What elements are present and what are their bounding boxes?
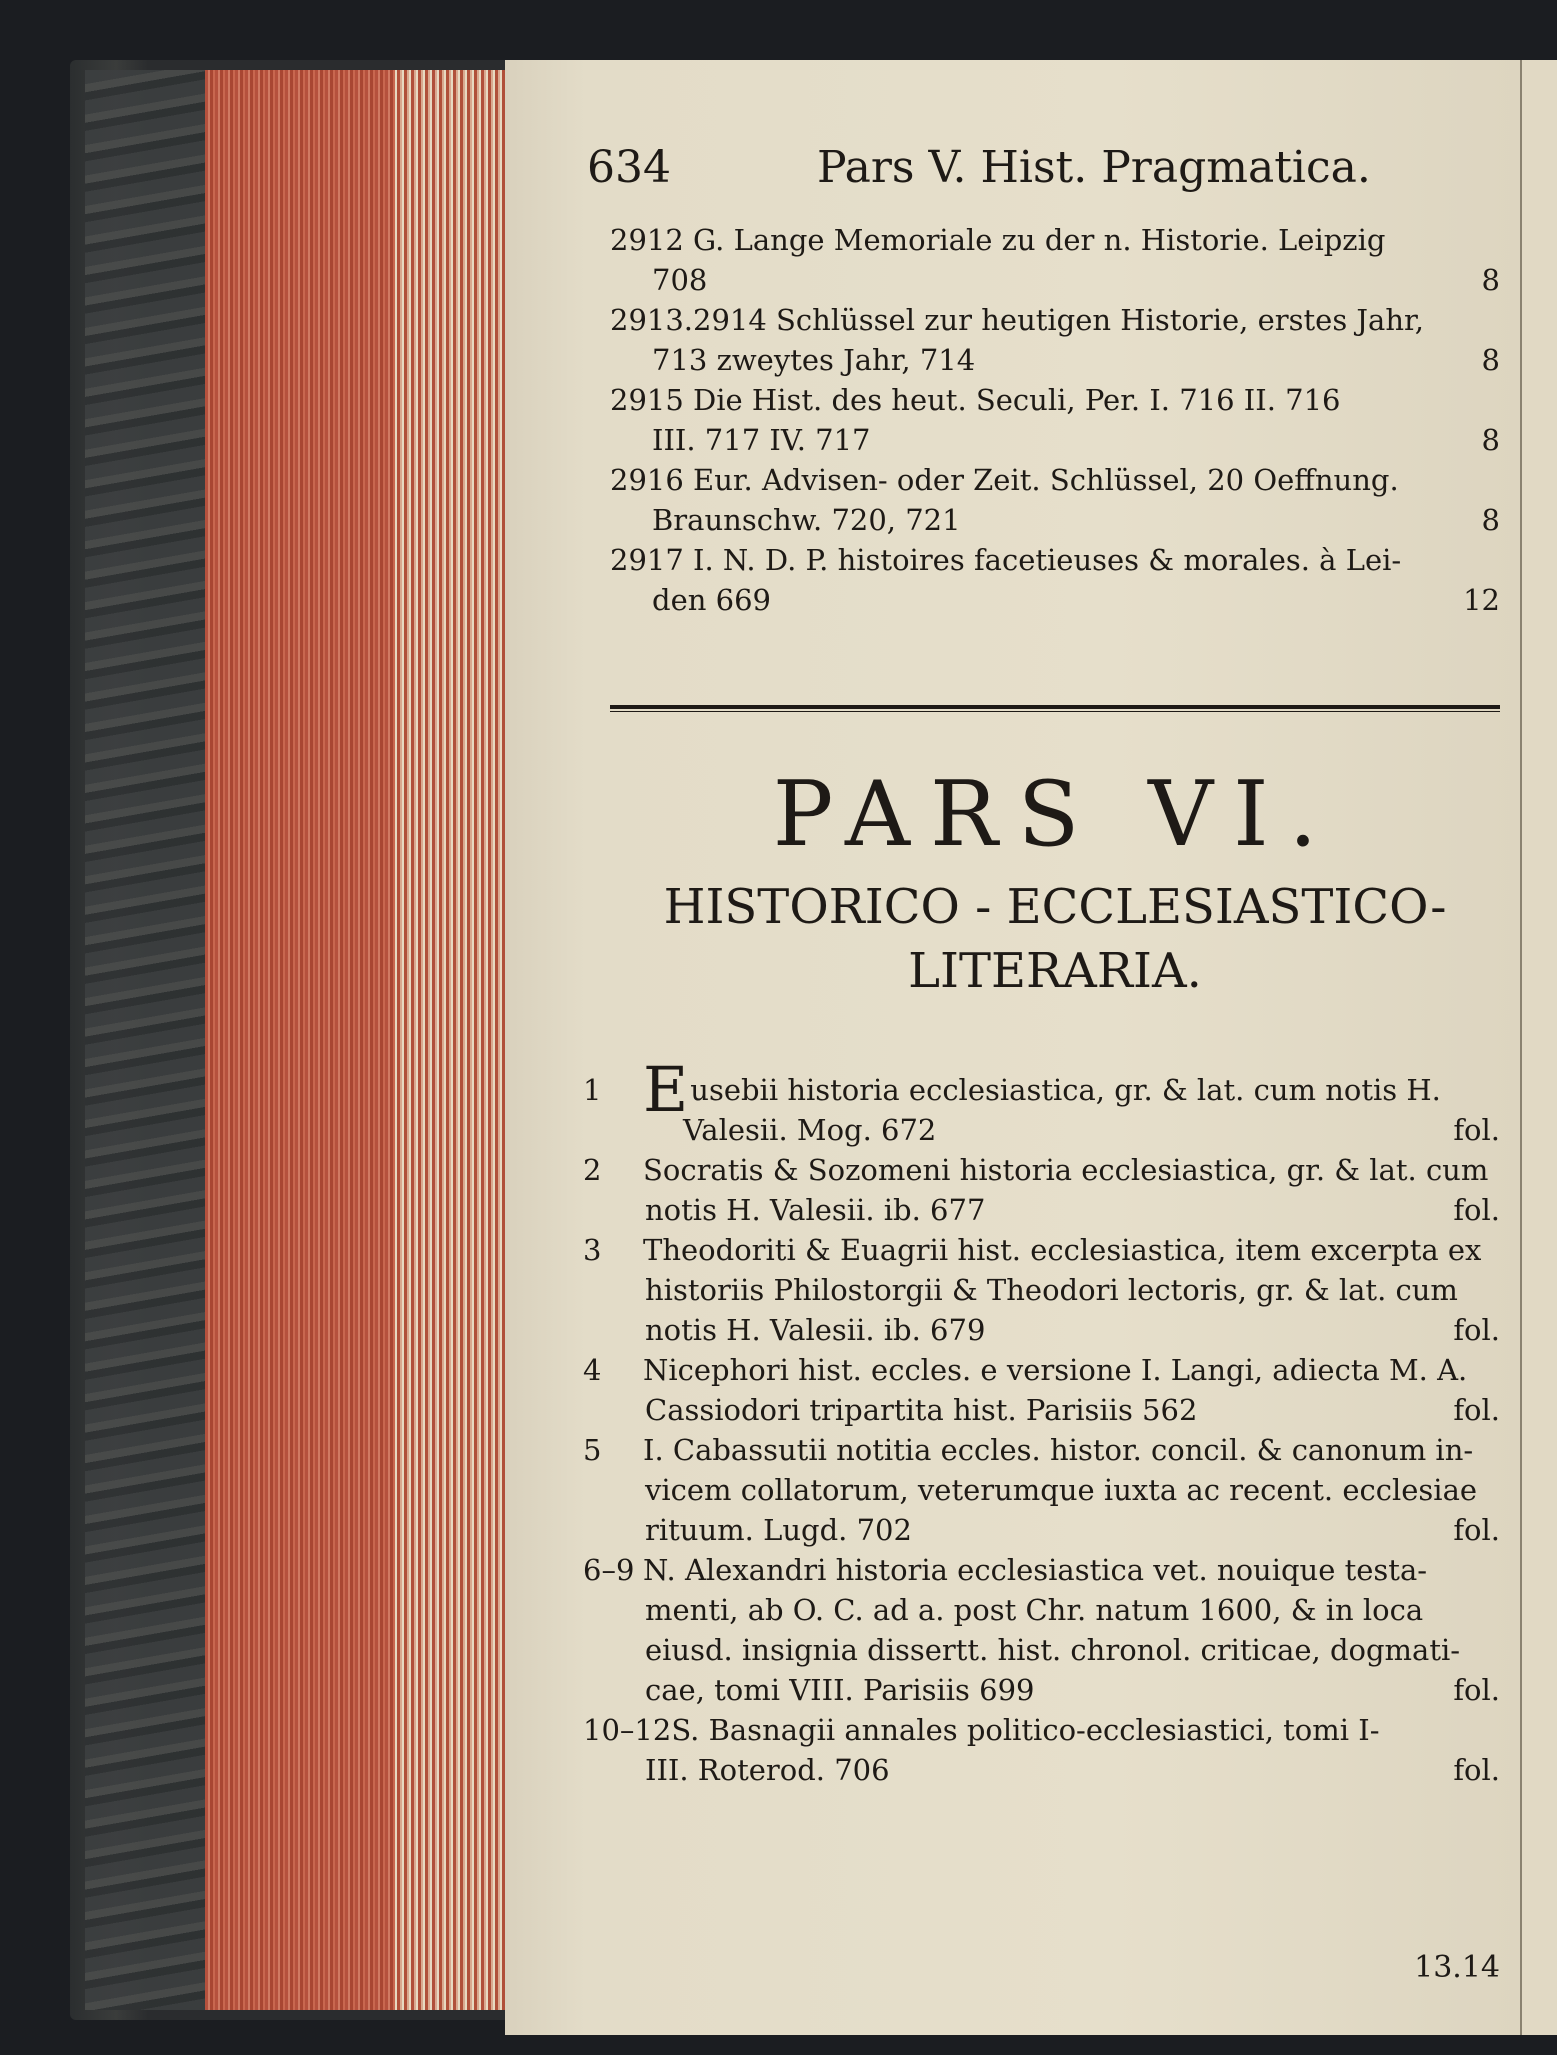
entry-line — [583, 1350, 1500, 1390]
entry-format: 8 — [1481, 503, 1500, 537]
pars-v-entries — [610, 220, 1500, 620]
subtitle-line: LITERARIA. — [908, 943, 1202, 999]
entry-number: 6–9 — [583, 1553, 635, 1587]
entry-format: fol. — [1453, 1393, 1500, 1427]
entry-text: cae, tomi VIII. Parisiis 699 — [645, 1673, 1035, 1707]
entry-text: notis H. Valesii. ib. 677 — [645, 1193, 986, 1227]
entry-line — [583, 1310, 1500, 1350]
entry-format: fol. — [1453, 1673, 1500, 1707]
page-number: 634 — [587, 142, 671, 193]
entry-line — [610, 260, 1500, 300]
entry-line: 2917 I. N. D. P. histoires facetieuses & morales. à Lei- — [610, 543, 1402, 577]
entry-text: notis H. Valesii. ib. 679 — [645, 1313, 986, 1347]
section-title: PARS VI. — [772, 762, 1338, 867]
subtitle-line: HISTORICO - ECCLESIASTICO- — [663, 879, 1447, 935]
entry-text: Theodoriti & Euagrii hist. ecclesiastica, item excerpta ex — [643, 1233, 1482, 1267]
entry-line — [583, 1430, 1500, 1470]
entry-line: menti, ab O. C. ad a. post Chr. natum 1600, & in loca — [645, 1593, 1424, 1627]
entry-format: 12 — [1463, 583, 1500, 617]
entry-text: Socratis & Sozomeni historia ecclesiastica, gr. & lat. cum — [643, 1153, 1489, 1187]
section-subtitle — [600, 875, 1510, 1003]
entry-line: 2916 Eur. Advisen- oder Zeit. Schlüssel, 20 Oeffnung. — [610, 463, 1399, 497]
entry-line — [583, 1510, 1500, 1550]
entry-number: 5 — [583, 1433, 602, 1467]
entry-line: 2915 Die Hist. des heut. Seculi, Per. I. 716 II. 716 — [610, 383, 1341, 417]
entry-format: 8 — [1481, 343, 1500, 377]
section-divider-thin — [610, 711, 1500, 712]
page-edges-inner — [395, 70, 510, 2010]
entry-line — [583, 1710, 1500, 1750]
drop-cap: E — [643, 1053, 689, 1126]
entry-line — [610, 340, 1500, 380]
entry-line: 2913.2914 Schlüssel zur heutigen Historie, erstes Jahr, — [610, 303, 1424, 337]
section-divider — [610, 705, 1500, 709]
entry-line — [583, 1190, 1500, 1230]
entry-line — [610, 580, 1500, 620]
entry-text: N. Alexandri historia ecclesiastica vet. nouique testa- — [643, 1553, 1428, 1587]
list-item — [583, 1550, 1500, 1710]
entry-text: den 669 — [652, 583, 771, 617]
entry-number: 2 — [583, 1153, 602, 1187]
list-item — [583, 1230, 1500, 1350]
entry-text: rituum. Lugd. 702 — [645, 1513, 912, 1547]
entry-text: I. Cabassutii notitia eccles. histor. concil. & canonum in- — [643, 1433, 1474, 1467]
catchword: 13.14 — [1414, 1950, 1500, 1985]
entry-line: eiusd. insignia dissertt. hist. chronol. criticae, dogmati- — [645, 1633, 1461, 1667]
marbled-cover — [85, 70, 220, 2010]
list-item — [610, 380, 1500, 460]
running-title: Pars V. Hist. Pragmatica. — [817, 142, 1371, 193]
list-item — [610, 460, 1500, 540]
entry-line — [583, 1150, 1500, 1190]
entry-text: S. Basnagii annales politico-ecclesiastici, tomi I- — [671, 1713, 1380, 1747]
book-page — [505, 60, 1520, 2035]
entry-format: fol. — [1453, 1313, 1500, 1347]
entry-format: 8 — [1481, 423, 1500, 457]
entry-line — [583, 1550, 1500, 1590]
entry-format: 8 — [1481, 263, 1500, 297]
entry-format: fol. — [1453, 1113, 1500, 1147]
entry-line: 2912 G. Lange Memoriale zu der n. Historie. Leipzig — [610, 223, 1386, 257]
entry-line — [583, 1230, 1500, 1270]
entry-line — [583, 1670, 1500, 1710]
entry-line — [583, 1750, 1500, 1790]
entry-format: fol. — [1453, 1193, 1500, 1227]
list-item — [583, 1150, 1500, 1230]
list-item — [583, 1053, 1500, 1150]
list-item — [583, 1710, 1500, 1790]
entry-text: III. 717 IV. 717 — [652, 423, 871, 457]
entry-number: 1 — [583, 1073, 602, 1107]
entry-number: 3 — [583, 1233, 602, 1267]
entry-text: 713 zweytes Jahr, 714 — [652, 343, 976, 377]
list-item — [610, 540, 1500, 620]
entry-line — [583, 1053, 1500, 1126]
list-item — [610, 300, 1500, 380]
list-item — [583, 1350, 1500, 1430]
facing-page-edge — [1520, 60, 1557, 2035]
entry-text: Braunschw. 720, 721 — [652, 503, 961, 537]
entry-text: Valesii. Mog. 672 — [683, 1113, 937, 1147]
entry-number: 10–12 — [583, 1713, 672, 1747]
entry-line — [583, 1390, 1500, 1430]
entry-text: usebii historia ecclesiastica, gr. & lat. cum notis H. — [690, 1073, 1441, 1107]
entry-format: fol. — [1453, 1513, 1500, 1547]
entry-text: 708 — [652, 263, 708, 297]
entry-line: vicem collatorum, veterumque iuxta ac recent. ecclesiae — [645, 1473, 1478, 1507]
entry-text: III. Roterod. 706 — [645, 1753, 890, 1787]
pars-vi-entries — [583, 1053, 1500, 1790]
entry-number: 4 — [583, 1353, 602, 1387]
entry-text: Cassiodori tripartita hist. Parisiis 562 — [645, 1393, 1198, 1427]
list-item — [583, 1430, 1500, 1550]
entry-line: historiis Philostorgii & Theodori lectoris, gr. & lat. cum — [645, 1273, 1458, 1307]
entry-format: fol. — [1453, 1753, 1500, 1787]
entry-line — [583, 1110, 1500, 1150]
entry-line — [610, 500, 1500, 540]
entry-text: Nicephori hist. eccles. e versione I. Langi, adiecta M. A. — [643, 1353, 1468, 1387]
entry-line — [610, 420, 1500, 460]
list-item — [610, 220, 1500, 300]
